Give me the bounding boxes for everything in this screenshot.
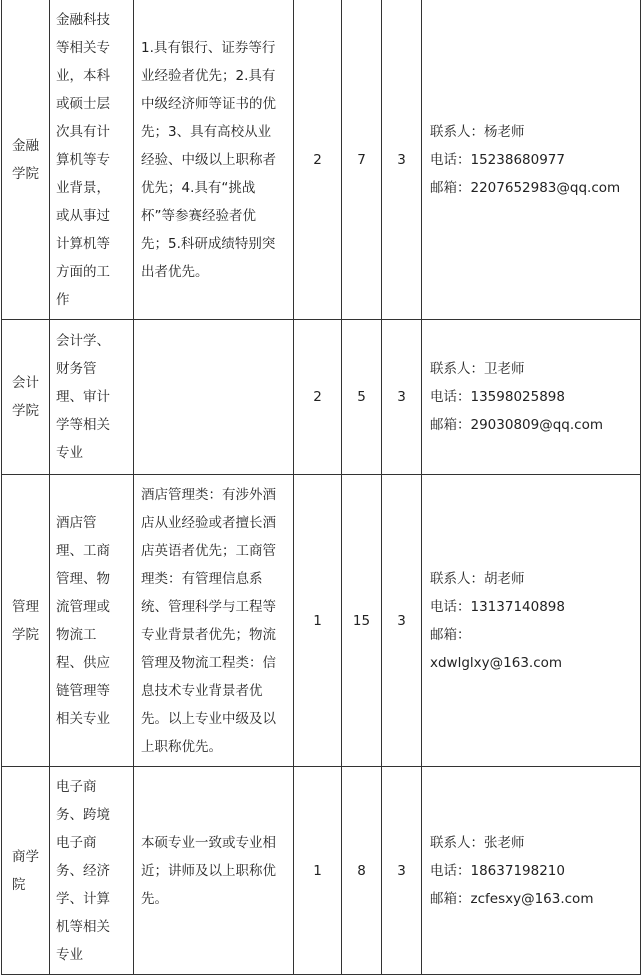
college-name-line: 学院 <box>12 626 39 643</box>
requirements-text-line: 先。 <box>141 890 168 907</box>
contact-person: 联系人：卫老师 <box>430 361 525 377</box>
major-text-line: 理、工商 <box>56 542 110 559</box>
count-cell-3: 3 <box>382 320 422 475</box>
college-cell <box>2 767 50 975</box>
college-name-line: 金融 <box>12 137 39 154</box>
count-cell-2: 8 <box>342 767 382 975</box>
major-cell <box>50 0 134 320</box>
requirements-text-line: 统、管理科学与工程等 <box>141 598 276 615</box>
count-cell-2: 15 <box>342 475 382 767</box>
contact-cell <box>422 0 641 320</box>
requirements-text-line: 1.具有银行、证券等行 <box>141 39 276 56</box>
count-cell-3: 3 <box>382 475 422 767</box>
count-cell-2: 5 <box>342 320 382 475</box>
college-name-line: 院 <box>12 876 26 893</box>
contact-phone: 电话：13137140898 <box>430 598 565 615</box>
major-text-line: 务、经济 <box>56 862 110 879</box>
college-cell <box>2 320 50 475</box>
table-row <box>2 767 641 975</box>
requirements-cell <box>134 320 294 475</box>
major-text-line: 物流工 <box>56 626 97 643</box>
recruitment-table <box>1 0 641 975</box>
count-cell-1: 2 <box>294 320 342 475</box>
contact-email: 邮箱：29030809@qq.com <box>430 417 603 433</box>
requirements-text-line: 酒店管理类：有涉外酒 <box>141 486 276 503</box>
contact-email: 邮箱：2207652983@qq.com <box>430 179 621 196</box>
requirements-text-line: 出者优先。 <box>141 263 209 280</box>
requirements-text-line: 店从业经验或者擅长酒 <box>141 514 276 531</box>
major-text-line: 或从事过 <box>56 207 110 224</box>
major-text-line: 链管理等 <box>56 682 110 699</box>
requirements-cell <box>134 0 294 320</box>
requirements-cell <box>134 475 294 767</box>
major-text-line: 专业 <box>56 946 83 963</box>
requirements-text-line: 本硕专业一致或专业相 <box>141 834 276 851</box>
college-name-line: 商学 <box>12 848 39 865</box>
requirements-text-line: 上职称优先。 <box>141 738 222 755</box>
requirements-text-line: 息技术专业背景者优 <box>141 682 263 699</box>
requirements-text-line: 近；讲师及以上职称优 <box>141 862 276 879</box>
major-text-line: 计算机等 <box>56 235 110 252</box>
major-text-line: 专业 <box>56 445 83 461</box>
contact-cell <box>422 767 641 975</box>
major-text-line: 算机等专 <box>56 151 110 168</box>
contact-email: xdwlglxy@163.com <box>430 654 563 671</box>
major-text-line: 业背景， <box>56 179 110 196</box>
major-text-line: 金融科技 <box>56 11 110 28</box>
requirements-text-line: 店英语者优先；工商管 <box>141 542 276 559</box>
major-text-line: 程、供应 <box>56 654 110 671</box>
requirements-text-line: 专业背景者优先；物流 <box>141 626 276 643</box>
contact-person: 联系人：杨老师 <box>430 123 525 140</box>
requirements-text-line: 经验、中级以上职称者 <box>141 151 276 168</box>
major-cell <box>50 475 134 767</box>
count-cell-2: 7 <box>342 0 382 320</box>
contact-cell <box>422 320 641 475</box>
major-text-line: 管理、物 <box>56 570 110 587</box>
contact-person: 联系人：张老师 <box>430 834 525 851</box>
major-cell <box>50 767 134 975</box>
major-text-line: 业，本科 <box>56 67 110 84</box>
major-text-line: 电子商 <box>56 834 97 851</box>
contact-person: 联系人：胡老师 <box>430 570 525 587</box>
major-text-line: 或硕士层 <box>56 95 110 112</box>
college-cell <box>2 0 50 320</box>
table-row <box>2 0 641 320</box>
count-cell-1: 2 <box>294 0 342 320</box>
count-cell-3: 3 <box>382 0 422 320</box>
count-cell-3: 3 <box>382 767 422 975</box>
college-cell <box>2 475 50 767</box>
major-text-line: 方面的工 <box>56 263 110 280</box>
college-name-line: 学院 <box>12 403 39 419</box>
contact-email: 邮箱：zcfesxy@163.com <box>430 890 594 907</box>
major-text-line: 机等相关 <box>56 918 110 935</box>
requirements-cell <box>134 767 294 975</box>
major-text-line: 务、跨境 <box>56 806 110 823</box>
contact-phone: 电话：13598025898 <box>430 389 565 405</box>
major-text-line: 次具有计 <box>56 123 110 140</box>
requirements-text-line: 先；5.科研成绩特别突 <box>141 235 276 252</box>
major-cell <box>50 320 134 475</box>
college-name-line: 会计 <box>12 375 39 391</box>
college-name-line: 学院 <box>12 165 39 182</box>
requirements-text-line: 优先；4.具有“挑战 <box>141 179 256 196</box>
contact-phone: 电话：15238680977 <box>430 151 565 168</box>
table-row <box>2 475 641 767</box>
requirements-text-line: 杯”等参赛经验者优 <box>141 207 256 224</box>
major-text-line: 等相关专 <box>56 39 110 56</box>
requirements-text-line: 理类：有管理信息系 <box>141 570 263 587</box>
requirements-text-line: 先；3、具有高校从业 <box>141 123 272 140</box>
count-cell-1: 1 <box>294 767 342 975</box>
major-text-line: 相关专业 <box>56 710 110 727</box>
major-text-line: 酒店管 <box>56 514 97 531</box>
college-name-line: 管理 <box>12 598 39 615</box>
major-text-line: 理、审计 <box>56 389 110 405</box>
major-text-line: 财务管 <box>56 361 97 377</box>
requirements-text-line: 先。以上专业中级及以 <box>141 710 276 727</box>
contact-email: 邮箱： <box>430 626 471 643</box>
major-text-line: 学、计算 <box>56 890 110 907</box>
table-row <box>2 320 641 475</box>
requirements-text-line: 管理及物流工程类：信 <box>141 654 276 671</box>
major-text-line: 学等相关 <box>56 417 110 433</box>
requirements-text-line: 业经验者优先；2.具有 <box>141 67 276 84</box>
major-text-line: 流管理或 <box>56 598 110 615</box>
contact-cell <box>422 475 641 767</box>
major-text-line: 电子商 <box>56 778 97 795</box>
major-text-line: 会计学、 <box>56 333 110 349</box>
count-cell-1: 1 <box>294 475 342 767</box>
major-text-line: 作 <box>56 291 70 308</box>
requirements-text-line: 中级经济师等证书的优 <box>141 95 276 112</box>
contact-phone: 电话：18637198210 <box>430 862 565 879</box>
